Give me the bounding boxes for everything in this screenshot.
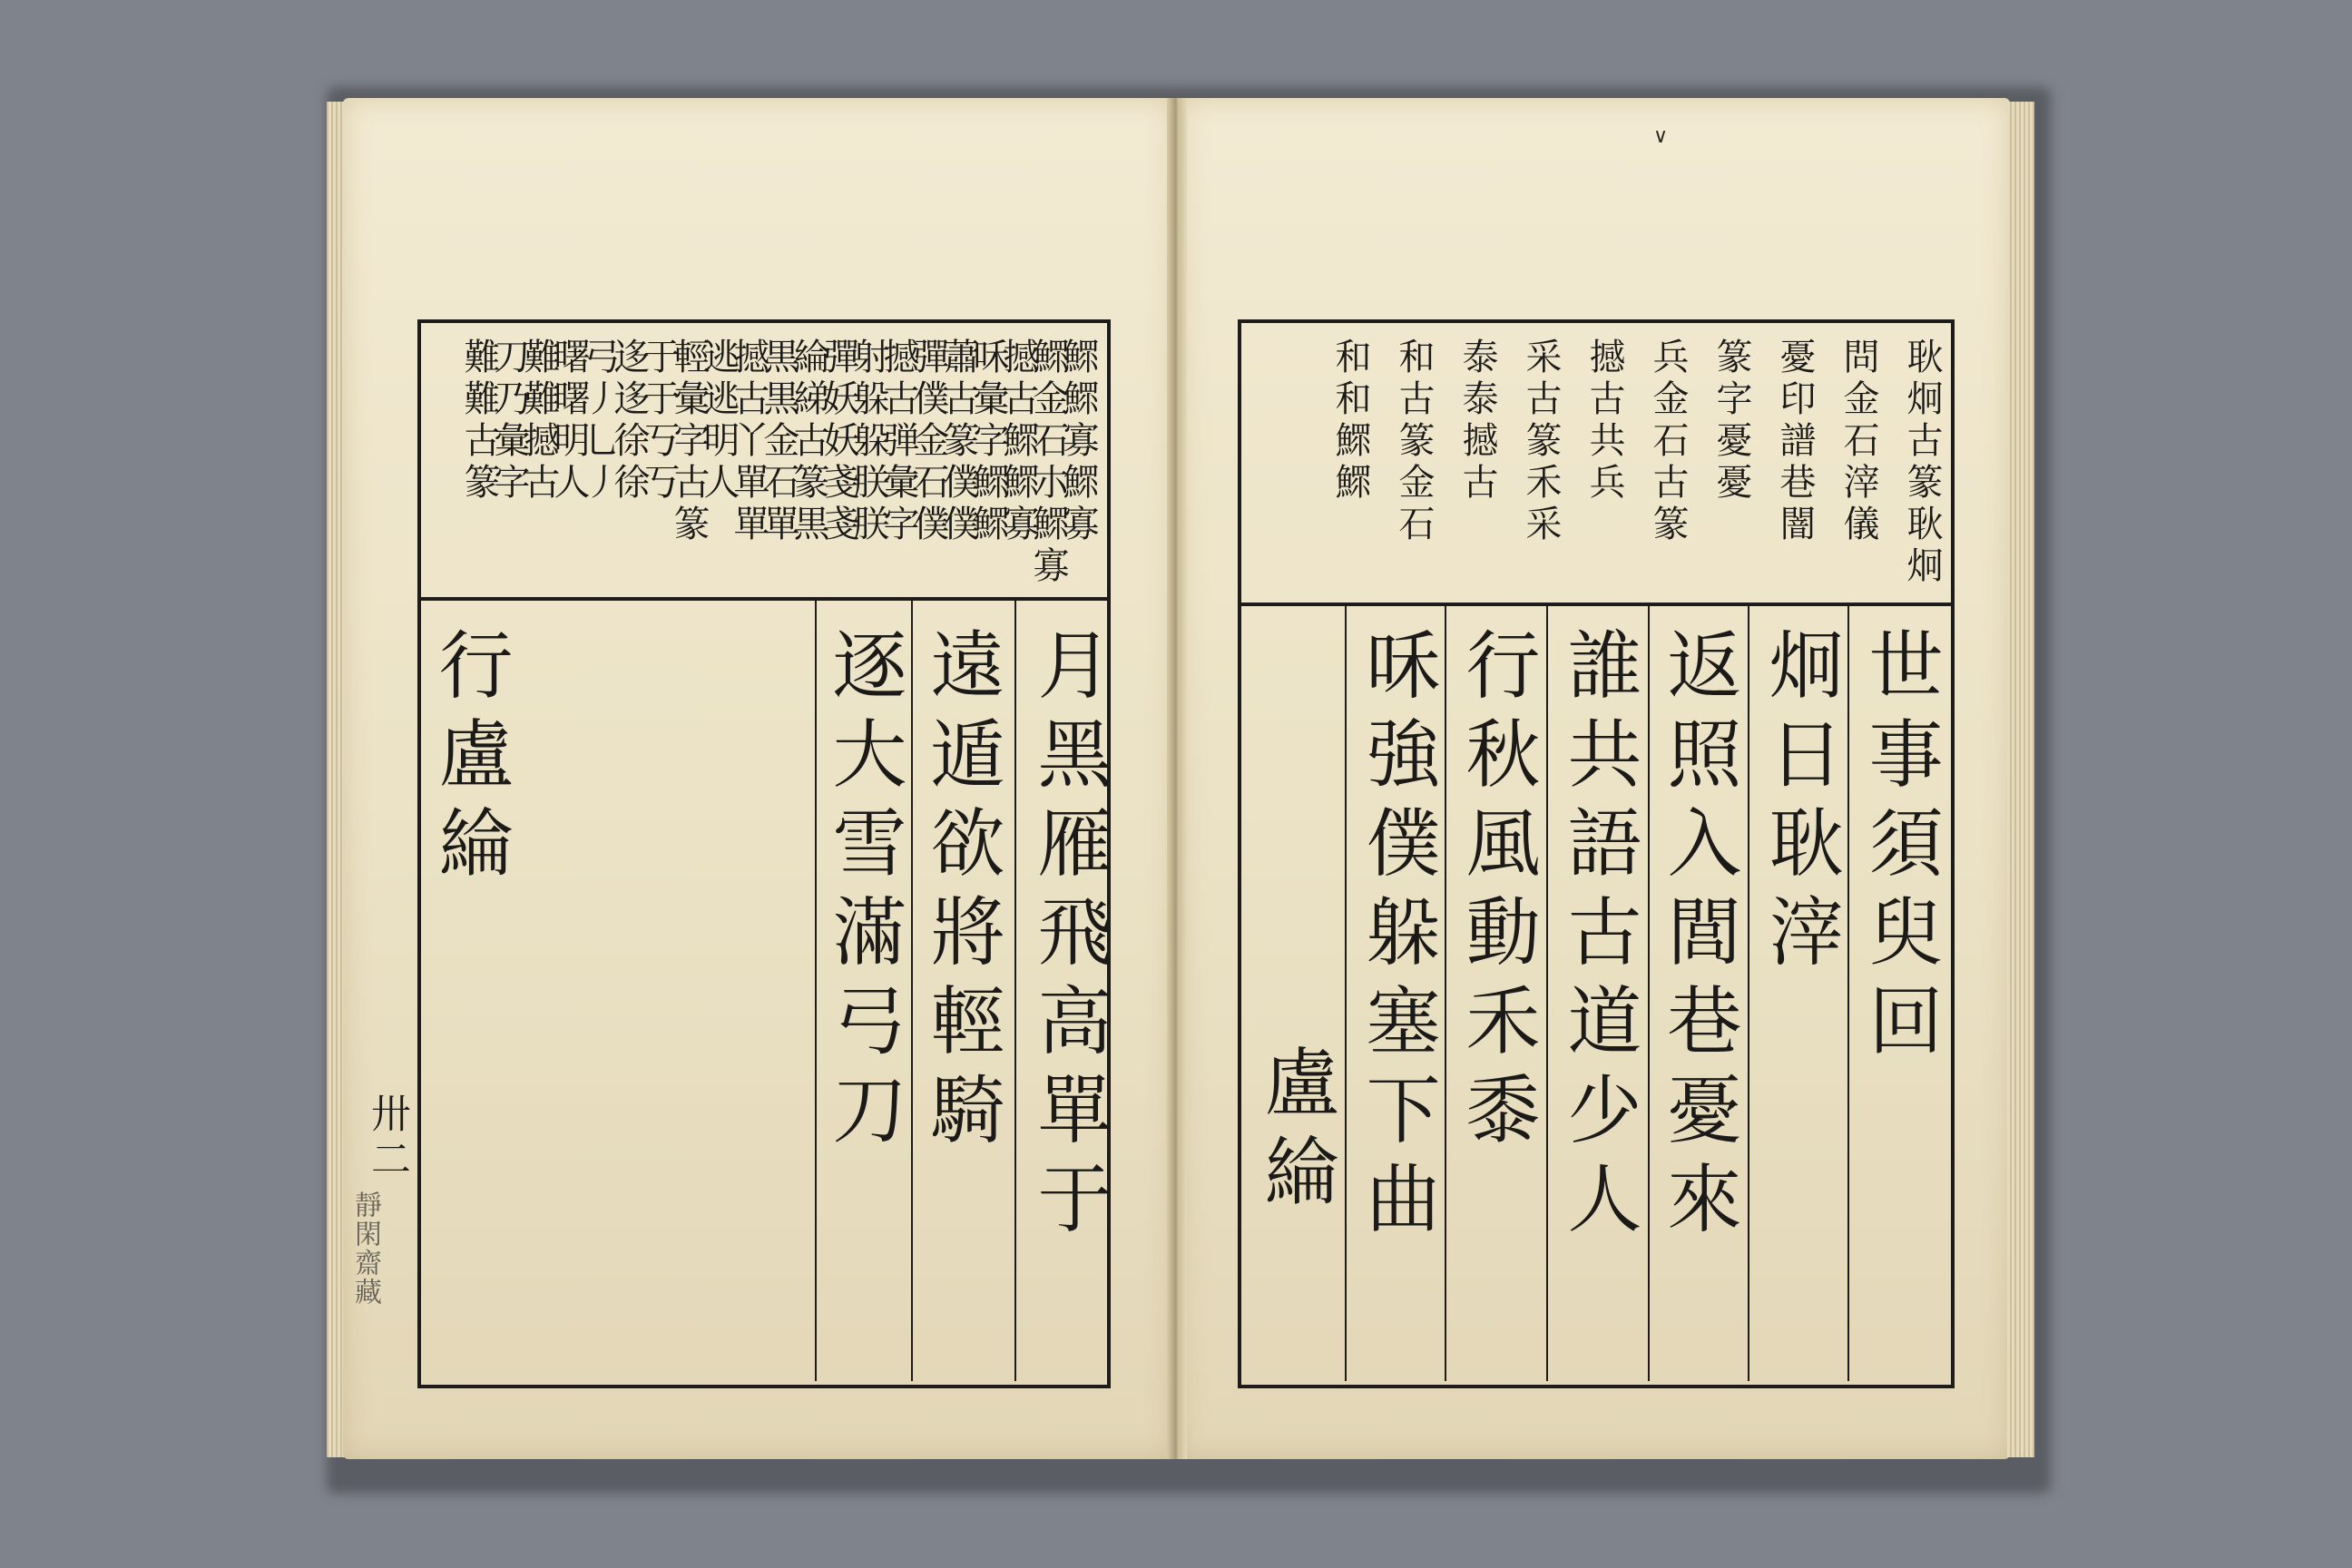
index-column: 蕭古篆僕僕: [937, 338, 979, 546]
right-poem-column: 誰共語古道少人: [1555, 626, 1642, 1249]
index-column: 輕彙字古篆: [668, 338, 710, 546]
left-poem-column-rule: [1014, 599, 1016, 1381]
right-poem-column: 盧綸: [1252, 1044, 1338, 1221]
right-poem-column-rule: [1345, 604, 1347, 1381]
index-column: 問金石滓儀: [1838, 338, 1879, 546]
right-poem-column-rule: [1546, 604, 1548, 1381]
right-poem-column: 炯日耿滓: [1757, 626, 1843, 982]
index-column: 和古篆金石: [1393, 338, 1435, 546]
index-column: 鰥金石朩鰥寡: [1027, 338, 1069, 588]
right-poem-column-rule: [1648, 604, 1650, 1381]
index-column: 撼古鰥鰥寡: [997, 338, 1039, 546]
page-folio: 卅二: [364, 1093, 410, 1183]
index-column: 撼古丫單單: [728, 338, 769, 546]
index-column: 采古篆禾采: [1520, 338, 1562, 546]
collector-stamp: 靜閑齋藏: [349, 1191, 381, 1307]
index-column: 耿炯古篆耿炯: [1901, 338, 1943, 588]
index-column: 綸綈古篆黒: [788, 338, 829, 546]
index-column: 于于丂丂: [638, 338, 680, 505]
index-column: 彈僕金石僕: [907, 338, 949, 546]
index-column: 和和鰥鰥: [1329, 338, 1371, 505]
right-page-edges: [2007, 102, 2034, 1457]
right-poem-column: 咊強僕躲塞下曲: [1354, 626, 1440, 1249]
right-poem-column: 行秋風動禾黍: [1454, 626, 1540, 1160]
left-poem-column: 行盧綸: [426, 626, 513, 893]
index-column: 泰泰撼古: [1456, 338, 1498, 505]
index-column: 憂印譜巷闇: [1774, 338, 1816, 546]
index-column: 兵金石古篆: [1647, 338, 1689, 546]
index-column: 黒黒金石單: [758, 338, 799, 546]
left-poem-divider: [815, 599, 817, 1381]
index-column: 撼古共兵: [1583, 338, 1625, 505]
right-poem-column-rule: [1748, 604, 1749, 1381]
right-poem-column: 世事須臾回: [1857, 626, 1943, 1071]
book-gutter: [1167, 98, 1187, 1459]
index-column: 彈妖妖戔戔: [818, 338, 859, 546]
index-column: 篆字憂憂: [1710, 338, 1752, 505]
index-column: 難難撼古: [518, 338, 560, 505]
index-column: 射躲躲朕朕: [848, 338, 889, 546]
left-poem-column-rule: [911, 599, 913, 1381]
index-column: 難難古篆: [458, 338, 500, 505]
left-poem-column: 遠遁欲將輕騎: [918, 626, 1004, 1160]
index-column: 弓丿乚丿: [578, 338, 620, 505]
right-poem-column-rule: [1445, 604, 1446, 1381]
index-column: 鰥鰥寡鰥寡: [1057, 338, 1099, 546]
left-index-rule-2: [817, 597, 1107, 601]
index-column: 刀乃彙字: [488, 338, 530, 505]
index-column: 咊彙字鰥鰥: [967, 338, 1009, 546]
right-poem-column: 返照入閭巷憂來: [1655, 626, 1741, 1249]
right-poem-column-rule: [1847, 604, 1849, 1381]
left-index-rule: [417, 597, 817, 601]
index-column: 逃逃明人: [698, 338, 740, 505]
page-top-mark: ∨: [1653, 125, 1669, 148]
left-poem-column: 逐大雪滿弓刀: [820, 626, 906, 1160]
left-poem-column: 月黑雁飛高單于: [1025, 626, 1112, 1249]
index-column: 迻迻徐徐: [608, 338, 650, 505]
index-column: 撼古弾彙字: [877, 338, 919, 546]
index-column: 曙曙明人: [548, 338, 590, 505]
